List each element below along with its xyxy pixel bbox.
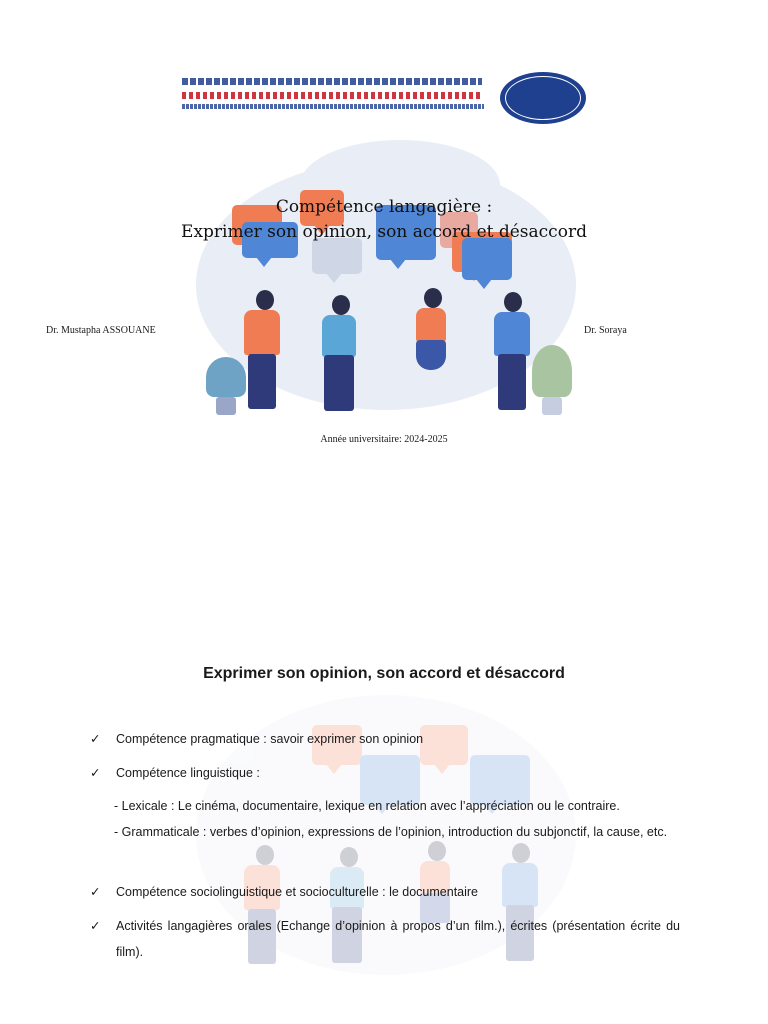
author-left: Dr. Mustapha ASSOUANE xyxy=(46,325,156,336)
bullet-text: Compétence pragmatique : savoir exprimer son opinion xyxy=(116,732,424,746)
check-icon: ✓ xyxy=(90,919,101,933)
plant-icon xyxy=(206,360,246,415)
bullet-text: Compétence sociolinguistique et socioculturelle : le documentaire xyxy=(116,885,479,899)
check-icon: ✓ xyxy=(90,885,101,899)
bullet-item xyxy=(90,879,680,905)
bullet-text: Compétence linguistique : xyxy=(116,766,260,780)
bullet-item xyxy=(90,913,680,965)
cover-title xyxy=(0,195,768,245)
section-title: Exprimer son opinion, son accord et désaccord xyxy=(203,665,565,682)
check-icon: ✓ xyxy=(90,766,101,780)
arabic-header-line xyxy=(182,78,482,85)
bullet-text: Activités langagières orales (Echange d’opinion à propos d’un film.), écrites (présentation écrite du film). xyxy=(116,919,680,959)
plant-icon xyxy=(532,345,572,415)
sub-item-lexicale: - Lexicale : Le cinéma, documentaire, lexique en relation avec l’appréciation ou le contraire. xyxy=(114,799,620,813)
person-figure xyxy=(238,290,298,415)
tifinagh-header-line xyxy=(182,92,482,99)
content-page xyxy=(0,615,768,1024)
academic-year: Année universitaire: 2024-2025 xyxy=(320,434,448,445)
person-figure xyxy=(410,288,460,413)
sub-item-grammaticale: - Grammaticale : verbes d’opinion, expressions de l’opinion, introduction du subjonctif, la cause, etc. xyxy=(114,825,668,839)
bullet-item xyxy=(90,760,680,786)
author-right: Dr. Soraya xyxy=(584,325,627,336)
title-line-2: Exprimer son opinion, son accord et désaccord xyxy=(181,222,587,242)
bullet-item xyxy=(90,726,680,752)
faculty-header xyxy=(182,72,586,132)
university-seal-icon xyxy=(500,72,586,124)
check-icon: ✓ xyxy=(90,732,101,746)
french-header-line xyxy=(182,104,484,109)
person-figure xyxy=(316,295,376,415)
title-line-1: Compétence langagière : xyxy=(275,197,493,217)
